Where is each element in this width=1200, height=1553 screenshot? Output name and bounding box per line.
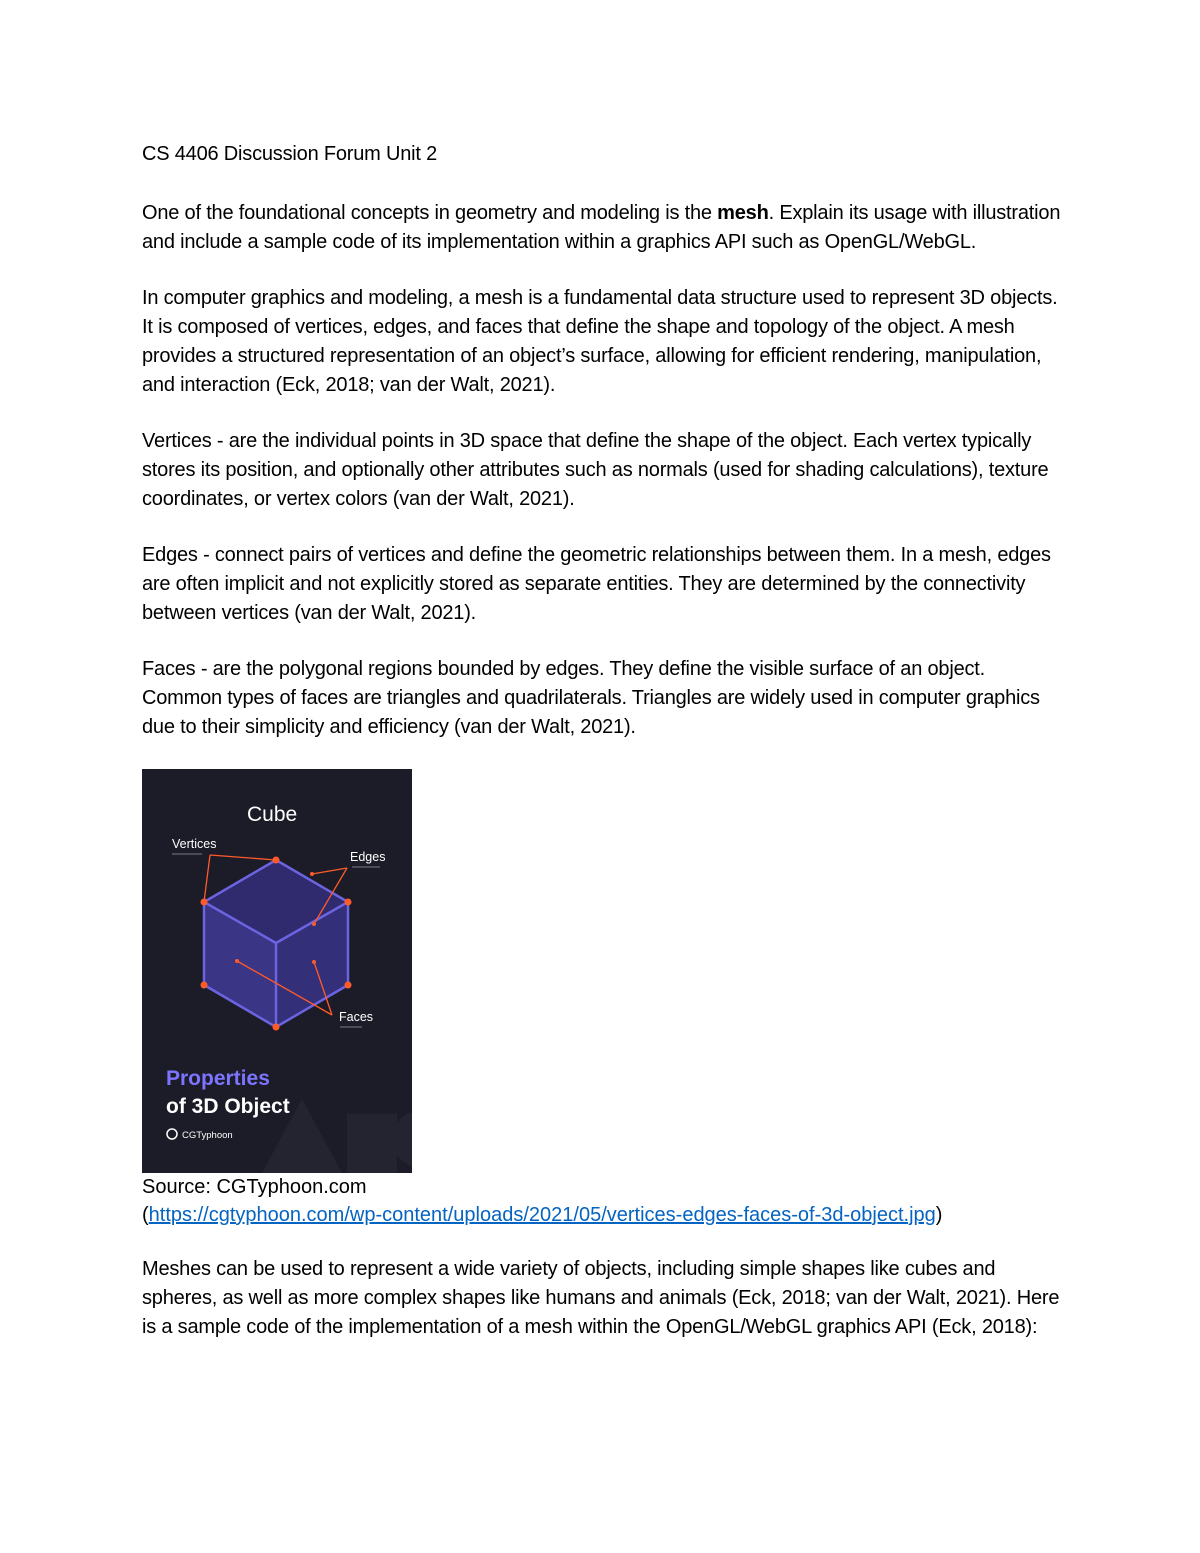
label-faces: Faces <box>339 1010 374 1024</box>
closing-paragraph: Meshes can be used to represent a wide variety of objects, including simple shapes like cubes and spheres, as well as more complex shapes like humans and animals (Eck, 2018; van der Walt, 2021). Here is a sample code of the implementation of a mesh within the OpenGL/WebGL graphics API (Eck, 2018): <box>142 1258 1060 1338</box>
prompt-text-before: One of the foundational concepts in geometry and modeling is the <box>142 202 718 224</box>
source-link[interactable]: https://cgtyphoon.com/wp-content/uploads/2021/05/vertices-edges-faces-of-3d-object.jpg <box>148 1204 936 1226</box>
label-edges: Edges <box>350 850 386 864</box>
label-vertices: Vertices <box>172 837 217 851</box>
caption-line-2: of 3D Object <box>166 1095 290 1118</box>
caption-line-1: Properties <box>166 1067 270 1090</box>
image-source <box>142 1173 1062 1229</box>
source-close-paren: ) <box>935 1204 943 1226</box>
label-edges-sub-rule <box>352 866 380 868</box>
source-open-paren: ( <box>142 1204 149 1226</box>
brand-logo-icon <box>167 1129 177 1139</box>
prompt-text-after: . Explain its usage with illustration and include a sample code of its implementation within a graphics API such as OpenGL/WebGL. <box>142 202 1061 253</box>
figure-heading: Cube <box>247 803 298 826</box>
source-label: Source: CGTyphoon.com <box>142 1176 367 1198</box>
document-page <box>142 140 1062 1369</box>
faces-paragraph: Faces - are the polygonal regions bounded by edges. They define the visible surface of an object. Common types of faces are triangles and quadrilaterals. Triangles are widely used in computer graphics due to their simplicity and efficiency (van der Walt, 2021). <box>142 658 1040 738</box>
cube-illustration <box>142 769 412 1173</box>
document-title: CS 4406 Discussion Forum Unit 2 <box>142 143 438 165</box>
brand-name: CGTyphoon <box>182 1130 233 1141</box>
label-faces-sub-rule <box>340 1026 362 1028</box>
label-vertices-sub-rule <box>172 853 202 855</box>
decorative-rect-shape <box>347 1114 397 1173</box>
prompt-bold-term: mesh <box>717 202 769 224</box>
edges-paragraph: Edges - connect pairs of vertices and define the geometric relationships between them. In a mesh, edges are often implicit and not explicitly stored as separate entities. They are determined by the connectivity between vertices (van der Walt, 2021). <box>142 544 1051 624</box>
cube-illustration-svg <box>142 769 412 1173</box>
mesh-definition-paragraph: In computer graphics and modeling, a mesh is a fundamental data structure used to represent 3D objects. It is composed of vertices, edges, and faces that define the shape and topology of the object. A mesh provides a structured representation of an object’s surface, allowing for efficient rendering, manipulation, and interaction (Eck, 2018; van der Walt, 2021). <box>142 287 1058 396</box>
vertices-paragraph: Vertices - are the individual points in 3D space that define the shape of the object. Each vertex typically stores its position, and optionally other attributes such as normals (used for shading calculations), texture coordinates, or vertex colors (van der Walt, 2021). <box>142 430 1049 510</box>
prompt-paragraph <box>142 199 1062 257</box>
